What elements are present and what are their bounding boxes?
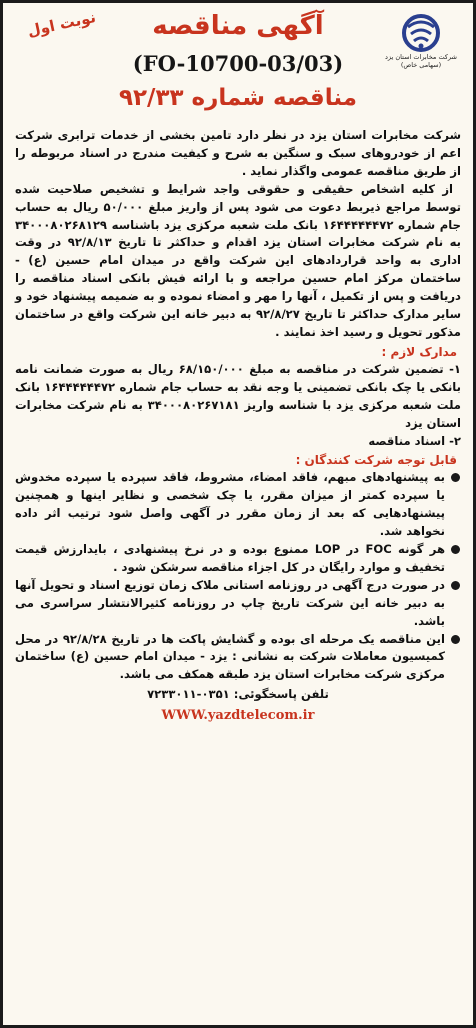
bullet-dot-icon (451, 635, 460, 644)
documents-title: مدارک لازم : (381, 344, 457, 359)
ad-title: آگهی مناقصه (152, 11, 324, 41)
first-publication-badge: نوبت اول (25, 7, 98, 41)
note-item (13, 631, 463, 685)
notes-title: قابل توجه شرکت کنندگان : (295, 453, 457, 468)
document-code: (FO-10700-03/03) (132, 51, 344, 76)
note-text: این مناقصه یک مرحله ای بوده و گشایش پاکت ها در تاریخ ۹۲/۸/۲۸ در محل کمیسیون معاملات شرکت به نشانی : یزد - میدان امام حسین (ع) ساختمان مرکزی شرکت مخابرات استان یزد طبقه همکف می باشد. (15, 631, 445, 682)
ad-body (13, 127, 463, 704)
ad-header (13, 9, 463, 127)
company-name: شرکت مخابرات استان یزد (385, 53, 457, 61)
tender-number: مناقصه شماره ۹۲/۳۳ (118, 85, 357, 111)
bullet-dot-icon (451, 581, 460, 590)
note-item (13, 577, 463, 631)
note-text: در صورت درج آگهی در روزنامه استانی ملاک زمان توزیع اسناد و تحویل آنها به دبیر خانه این شرکت تاریخ چاپ در روزنامه کثیرالانتشار سراسری می باشد. (15, 577, 445, 628)
website-link[interactable]: WWW.yazdtelecom.ir (161, 708, 315, 724)
contact-phone: تلفن پاسخگوئی: ۰۳۵۱-۷۲۳۳۰۱۱ (147, 687, 329, 702)
note-text: به پیشنهادهای مبهم، فاقد امضاء، مشروط، فاقد سپرده یا سپرده مخدوش یا سپرده کمتر از میزان مقرر، یا چک شخصی و نظایر اینها و همچنین پیشنهادهایی که بعد از زمان مقرر در آگهی واصل شود ترتیب اثر داده نخواهد شد. (15, 470, 445, 539)
note-item (13, 469, 463, 541)
company-logo (381, 13, 461, 69)
note-text: هر گونه FOC در LOP ممنوع بوده و در نرخ پیشنهادی ، بایدارزش قیمت تخفیف و موارد رایگان در کل اجزاء مناقصه سرشکن شود . (15, 542, 446, 574)
company-type: (سهامی خاص) (400, 61, 442, 69)
invitation-paragraph: از کلیه اشخاص حقیقی و حقوقی واجد شرایط و تشخیص صلاحیت شده توسط مراجع ذیربط دعوت می شود پس از واریز مبلغ ۵۰/۰۰۰ ریال به حساب جام شماره ۱۶۴۴۴۴۴۴۷۲ بانک ملت شعبه مرکزی یزد باشناسه ۳۴۰۰۰۸۰۲۶۸۱۲۹ به نام شرکت مخابرات استان یزد اقدام و حداکثر تا تاریخ ۹۲/۸/۱۳ در وقت اداری به واحد قراردادهای این شرکت واقع در میدان امام حسین (ع) - ساختمان مرکز امام حسین مراجعه و با ارائه فیش بانکی اسناد مناقصه را دریافت و پس از تکمیل ، آنها را مهر و امضاء نموده و به ضمیمه پیشنهاد خود و سایر مدارک حداکثر تا تاریخ ۹۲/۸/۲۷ به دبیر خانه این شرکت واقع در ساختمان مذکور تحویل و رسید اخذ نمایند . (15, 181, 461, 339)
bullet-dot-icon (451, 473, 460, 482)
note-item (13, 541, 463, 577)
telecom-logo-icon (399, 13, 443, 53)
documents-item: ۱- تضمین شرکت در مناقصه به مبلغ ۶۸/۱۵۰/۰۰۰ ریال به صورت ضمانت نامه بانکی یا چک بانکی تضمینی یا وجه نقد به حساب جام شماره ۱۶۴۴۴۴۴۴۷۲ بانک ملت شعبه مرکزی یزد با شناسه واریز ۳۴۰۰۰۸۰۲۶۷۱۸۱ به نام شرکت مخابرات استان یزد (15, 361, 461, 430)
bullet-dot-icon (451, 545, 460, 554)
intro-paragraph: شرکت مخابرات استان یزد در نظر دارد تامین بخشی از خدمات ترابری شرکت اعم از خودروهای سبک و سنگین به شرح و کیفیت مندرج در اسناد مربوطه را از طریق مناقصه عمومی واگذار نماید . (15, 128, 461, 178)
documents-item: ۲- اسناد مناقصه (368, 433, 461, 448)
